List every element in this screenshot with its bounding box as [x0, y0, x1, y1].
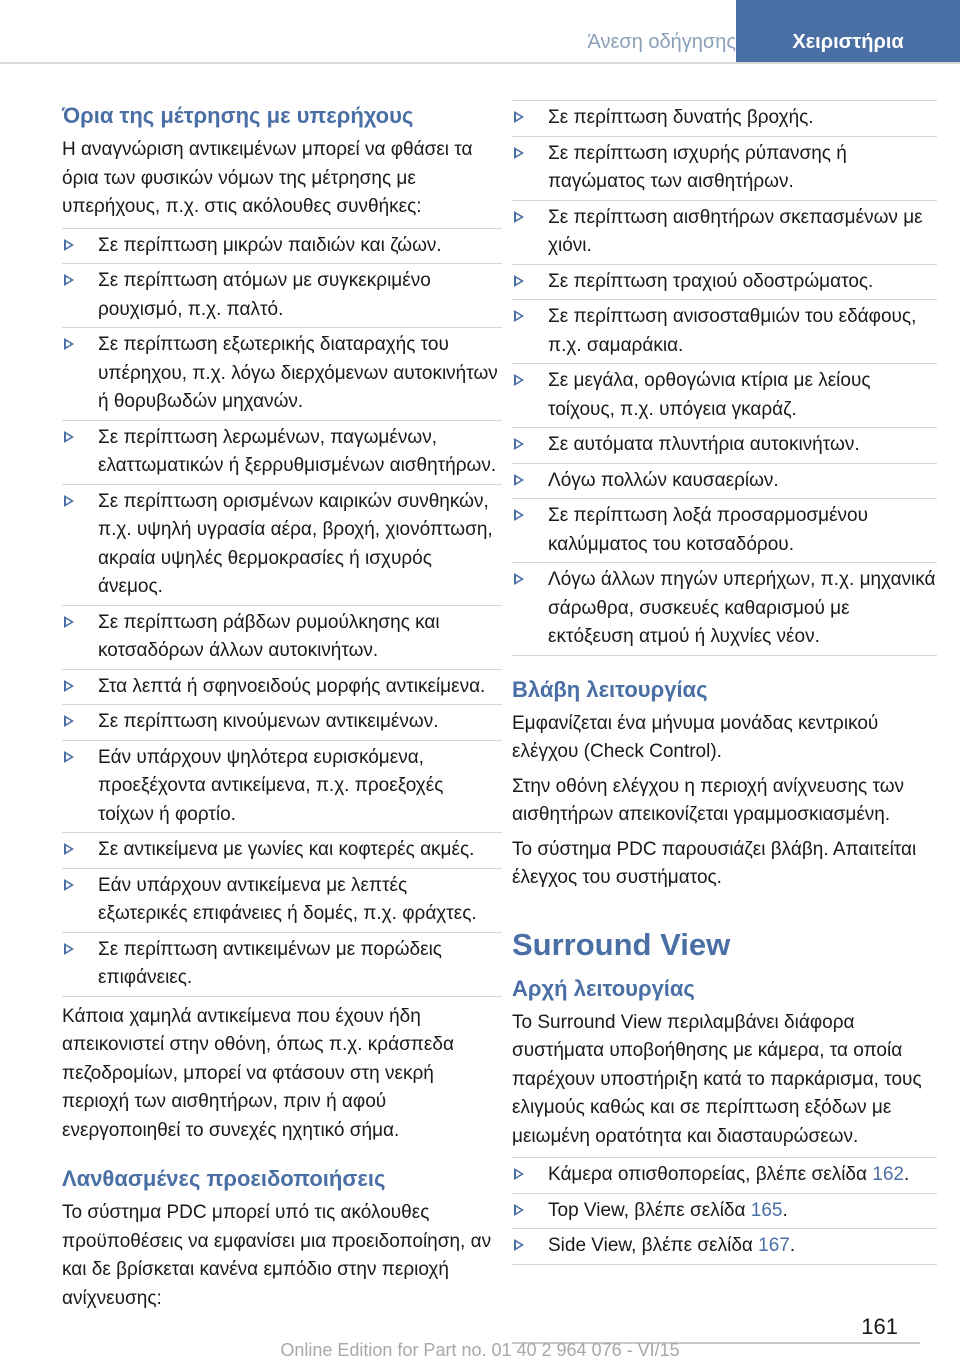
bullet-triangle-icon	[514, 211, 524, 223]
paragraph-principle: Το Surround View περιλαμβάνει διάφορα συστήματα υποβοήθησης με κάμερα, τα οποία παρέχουν υποστήριξη κατά το παρκάρισμα, τους ελιγμούς καθώς και σε περίπτωση εξόδων με μειωμένη ορατότητα και διασταυρώσεων.	[512, 1011, 922, 1147]
footer-edition: Online Edition for Part no. 01 40 2 964 076 - VI/15	[280, 1340, 680, 1360]
bullet-triangle-icon	[64, 495, 74, 507]
bullet-triangle-icon	[514, 310, 524, 322]
paragraph-malfunction-1: Εμφανίζεται ένα μήνυμα μονάδας κεντρικού ελέγχου (Check Control).	[512, 712, 879, 762]
list-item	[62, 264, 502, 328]
bullet-triangle-icon	[514, 1239, 524, 1251]
list-item-text: Σε περίπτωση κινούμενων αντικειμένων.	[98, 711, 439, 732]
bullet-triangle-icon	[514, 509, 524, 521]
list-item	[62, 705, 502, 741]
bullet-triangle-icon	[64, 431, 74, 443]
list-item	[62, 328, 502, 421]
list-item	[62, 741, 502, 834]
list-item-text: Top View, βλέπε σελίδα	[548, 1199, 751, 1221]
header-section-title: Άνεση οδήγησης	[587, 31, 736, 53]
list-item	[62, 421, 502, 485]
list-item-text: Σε περίπτωση ατόμων με συγκεκριμένο ρουχισμό, π.χ. παλτό.	[98, 270, 431, 320]
bullet-triangle-icon	[64, 715, 74, 727]
list-item	[512, 1194, 937, 1230]
list-item-text: Σε αυτόματα πλυντήρια αυτοκινήτων.	[548, 434, 860, 455]
list-surround-view-links	[512, 1157, 937, 1265]
bullet-triangle-icon	[64, 239, 74, 251]
list-false-warnings	[512, 100, 937, 656]
list-item-text: Σε περίπτωση ράβδων ρυμούλκησης και κοτσαδόρων άλλων αυτοκινήτων.	[98, 611, 440, 661]
bullet-triangle-icon	[514, 275, 524, 287]
page-number: 161	[861, 1314, 898, 1339]
list-item-text: Εάν υπάρχουν ψηλότερα ευρισκόμενα, προεξέχοντα αντικείμενα, π.χ. προεξοχές τοίχων ή φορτίο.	[98, 746, 444, 825]
bullet-triangle-icon	[64, 879, 74, 891]
list-item-text: Σε περίπτωση αντικειμένων με πορώδεις επιφάνειες.	[98, 938, 442, 988]
list-item-end: .	[789, 1235, 796, 1256]
list-item-text: Σε περίπτωση μικρών παιδιών και ζώων.	[98, 234, 442, 256]
paragraph-false-warnings: Το σύστημα PDC μπορεί υπό τις ακόλουθες προϋποθέσεις να εμφανίσει μια προειδοποίηση, αν και δε βρίσκεται κανένα εμπόδιο στην περιοχή ανίχνευσης:	[62, 1202, 492, 1309]
bullet-triangle-icon	[514, 1168, 524, 1180]
page-reference-link[interactable]: 162	[872, 1164, 904, 1185]
bullet-triangle-icon	[64, 274, 74, 286]
list-item-text: Κάμερα οπισθοπορείας, βλέπε σελίδα	[548, 1164, 873, 1185]
list-item	[62, 229, 502, 265]
list-item-text: Σε περίπτωση ισχυρής ρύπανσης ή παγώματος των αισθητήρων.	[548, 142, 847, 192]
section-title-principle: Αρχή λειτουργίας	[512, 975, 695, 1001]
list-item-text: Εάν υπάρχουν αντικείμενα με λεπτές εξωτερικές επιφάνειες ή δομές, π.χ. φράχτες.	[98, 874, 477, 924]
paragraph-limits-intro: Η αναγνώριση αντικειμένων μπορεί να φθάσει τα όρια των φυσικών νόμων της μέτρησης με υπερήχους, π.χ. στις ακόλουθες συνθήκες:	[62, 139, 473, 217]
page-header	[0, 0, 960, 64]
list-item	[512, 428, 937, 464]
list-item	[512, 137, 937, 201]
list-item-text: Σε περίπτωση εξωτερικής διαταραχής του υπέρηχου, π.χ. λόγω διερχόμενων αυτοκινήτων ή θορυβωδών μηχανών.	[98, 334, 498, 412]
paragraph-malfunction-2: Στην οθόνη ελέγχου η περιοχή ανίχνευσης των αισθητήρων απεικονίζεται γραμμοσκιασμένη.	[512, 775, 905, 825]
bullet-triangle-icon	[514, 474, 524, 486]
list-item	[62, 485, 502, 606]
bullet-triangle-icon	[64, 943, 74, 955]
header-chapter-tab[interactable]: Χειριστήρια	[736, 0, 960, 62]
list-item-text: Λόγω άλλων πηγών υπερήχων, π.χ. μηχανικά σάρωθρα, συσκευές καθαρισμού με εκτόξευση ατμού ή λυχνίες νέον.	[548, 569, 936, 647]
list-item	[62, 606, 502, 670]
bullet-triangle-icon	[64, 843, 74, 855]
bullet-triangle-icon	[514, 573, 524, 585]
list-item-text: Σε περίπτωση δυνατής βροχής.	[548, 107, 814, 128]
paragraph-malfunction-3: Το σύστημα PDC παρουσιάζει βλάβη. Απαιτείται έλεγχος του συστήματος.	[512, 838, 917, 888]
bullet-triangle-icon	[514, 111, 524, 123]
list-item-text: Λόγω πολλών καυσαερίων.	[548, 469, 779, 491]
list-item	[512, 464, 937, 500]
list-item	[512, 563, 937, 656]
list-item-text: Σε περίπτωση αισθητήρων σκεπασμένων με χιόνι.	[548, 206, 923, 256]
list-item	[512, 1229, 937, 1265]
list-item-end: .	[782, 1199, 788, 1221]
list-item-text: Σε περίπτωση τραχιού οδοστρώματος.	[548, 270, 874, 292]
list-item	[512, 1158, 937, 1194]
right-column	[512, 100, 937, 1271]
list-limits	[62, 228, 502, 997]
list-item	[512, 265, 937, 301]
page-reference-link[interactable]: 167	[758, 1235, 790, 1256]
bullet-triangle-icon	[514, 374, 524, 386]
list-item-text: Στα λεπτά ή σφηνοειδούς μορφής αντικείμενα.	[98, 675, 486, 697]
bullet-triangle-icon	[64, 616, 74, 628]
list-item	[62, 933, 502, 997]
bullet-triangle-icon	[64, 680, 74, 692]
left-column	[62, 100, 502, 1319]
list-item-text: Σε περίπτωση ανισοσταθμιών του εδάφους, π.χ. σαμαράκια.	[548, 306, 917, 356]
bullet-triangle-icon	[514, 1204, 524, 1216]
list-item	[62, 869, 502, 933]
list-item-text: Σε μεγάλα, ορθογώνια κτίρια με λείους τοίχους, π.χ. υπόγεια γκαράζ.	[548, 370, 871, 420]
bullet-triangle-icon	[514, 147, 524, 159]
list-item-text: Σε περίπτωση λερωμένων, παγωμένων, ελαττωματικών ή ξερρυθμισμένων αισθητήρων.	[98, 426, 497, 476]
list-item-text: Σε αντικείμενα με γωνίες και κοφτερές ακμές.	[98, 839, 475, 860]
list-item-text: Σε περίπτωση ορισμένων καιρικών συνθηκών, π.χ. υψηλή υγρασία αέρα, βροχή, χιονόπτωση, ακραία υψηλές θερμοκρασίες ή ισχυρός άνεμος.	[98, 490, 493, 597]
list-item-text: Σε περίπτωση λοξά προσαρμοσμένου καλύμματος του κοτσαδόρου.	[548, 505, 869, 555]
chapter-title-surround-view: Surround View	[512, 926, 731, 962]
list-item-end: .	[903, 1164, 910, 1185]
bullet-triangle-icon	[514, 438, 524, 450]
list-item-text: Side View, βλέπε σελίδα	[548, 1235, 759, 1256]
list-item	[512, 364, 937, 428]
list-item	[512, 499, 937, 563]
paragraph-low-objects: Κάποια χαμηλά αντικείμενα που έχουν ήδη απεικονιστεί στην οθόνη, όπως π.χ. κράσπεδα πεζοδρομίων, μπορεί να φτάσουν στη νεκρή περιοχή των αισθητήρων, πριν ή αφού ενεργοποιηθεί το συνεχές ηχητικό σήμα.	[62, 1005, 454, 1141]
list-item	[512, 201, 937, 265]
bullet-triangle-icon	[64, 751, 74, 763]
list-item	[62, 833, 502, 869]
bullet-triangle-icon	[64, 338, 74, 350]
list-item	[62, 670, 502, 706]
section-title-malfunction: Βλάβη λειτουργίας	[512, 676, 708, 702]
section-title-false-warnings: Λανθασμένες προειδοποιήσεις	[62, 1166, 386, 1191]
section-title-limits: Όρια της μέτρησης με υπερήχους	[62, 103, 414, 128]
list-item	[512, 101, 937, 137]
list-item	[512, 300, 937, 364]
page-reference-link[interactable]: 165	[750, 1199, 783, 1221]
